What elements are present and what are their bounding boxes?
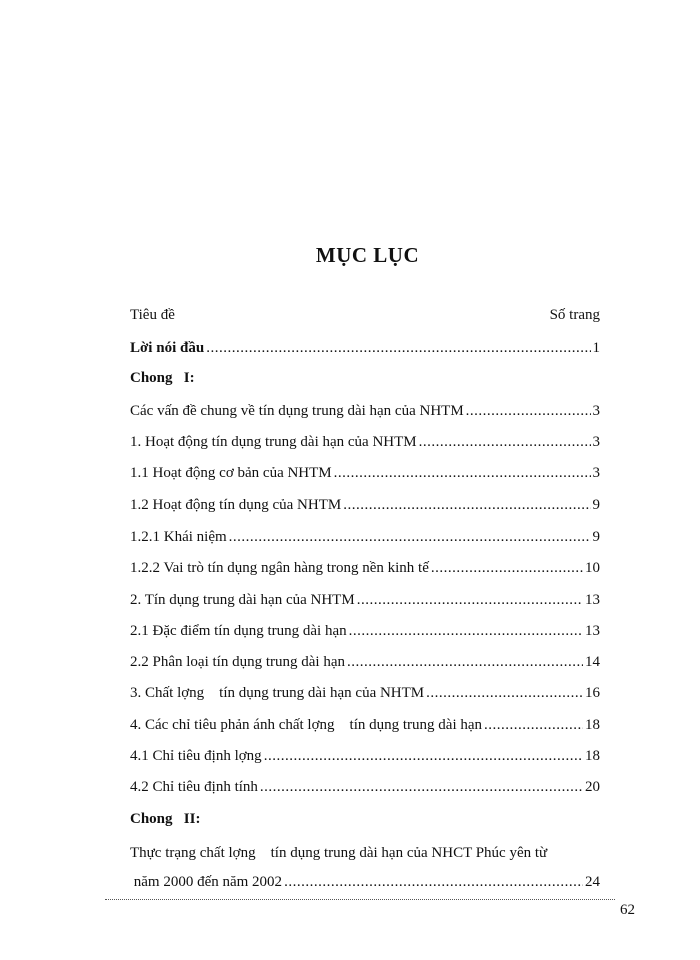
toc-entry-page: 9 <box>592 529 600 545</box>
toc-entry-page: 9 <box>592 497 600 513</box>
toc-entry[interactable] <box>130 779 600 799</box>
toc-entry-title: 3. Chất lợng tín dụng trung dài hạn của NHTM <box>130 685 425 701</box>
leader-dots <box>484 717 583 734</box>
toc-entry-title: 2.2 Phân loại tín dụng trung dài hạn <box>130 654 345 670</box>
toc-entry-title: 2. Tín dụng trung dài hạn của NHTM <box>130 592 355 608</box>
page-title: MỤC LỤC <box>315 243 420 267</box>
toc-entry-title: 4. Các chỉ tiêu phản ánh chất lợng tín dụng trung dài hạn <box>130 717 483 733</box>
leader-dots <box>284 874 583 891</box>
toc-entry-title: 2.1 Đặc điểm tín dụng trung dài hạn <box>130 623 347 639</box>
toc-entry-title: 1.2.2 Vai trò tín dụng ngân hàng trong nền kinh tế <box>130 560 429 576</box>
toc-entry-title: Các vấn đề chung về tín dụng trung dài hạn của NHTM <box>130 403 464 419</box>
leader-dots <box>431 560 583 577</box>
toc-entry[interactable] <box>130 623 600 643</box>
toc-entry[interactable] <box>130 592 600 612</box>
leader-dots <box>264 748 583 765</box>
toc-entry-title: năm 2000 đến năm 2002 <box>130 874 283 890</box>
toc-entry-page: 1 <box>592 340 600 356</box>
footer-divider <box>105 899 615 900</box>
toc-entry-page: 3 <box>592 403 600 419</box>
leader-dots <box>419 434 591 451</box>
toc-entry-title: 1. Hoạt động tín dụng trung dài hạn của NHTM <box>130 434 417 450</box>
toc-entry[interactable] <box>130 685 600 705</box>
toc-entry-preface[interactable] <box>130 340 600 360</box>
toc-entry[interactable] <box>130 560 600 580</box>
toc-entry-page: 16 <box>585 685 600 701</box>
toc-entry[interactable] <box>130 497 600 517</box>
toc-entry-page: 13 <box>585 623 600 639</box>
toc-entry-title: 1.2.1 Khái niệm <box>130 529 227 545</box>
column-header-page: Số trang <box>549 307 600 323</box>
toc-entry[interactable] <box>130 717 600 737</box>
leader-dots <box>357 592 583 609</box>
toc-entry-title-line1[interactable]: Thực trạng chất lợng tín dụng trung dài hạn của NHCT Phúc yên từ <box>130 845 548 861</box>
toc-entry-page: 20 <box>585 779 600 795</box>
toc-entry-title: 1.1 Hoạt động cơ bản của NHTM <box>130 465 332 481</box>
toc-entry[interactable] <box>130 403 600 423</box>
toc-entry-page: 14 <box>585 654 600 670</box>
chapter-heading: Chong I: <box>130 370 195 386</box>
toc-entry-page: 24 <box>585 874 600 890</box>
leader-dots <box>466 403 591 420</box>
toc-entry-title: 4.1 Chỉ tiêu định lợng <box>130 748 262 764</box>
leader-dots <box>347 654 583 671</box>
column-header-title: Tiêu đề <box>130 307 175 323</box>
toc-entry-page: 18 <box>585 748 600 764</box>
leader-dots <box>229 529 591 546</box>
toc-entry-title: 1.2 Hoạt động tín dụng của NHTM <box>130 497 342 513</box>
toc-entry-page: 3 <box>592 434 600 450</box>
chapter-heading: Chong II: <box>130 811 201 827</box>
leader-dots <box>206 340 590 357</box>
leader-dots <box>349 623 583 640</box>
leader-dots <box>334 465 591 482</box>
leader-dots <box>343 497 590 514</box>
toc-entry[interactable] <box>130 529 600 549</box>
toc-entry[interactable] <box>130 654 600 674</box>
toc-entry[interactable] <box>130 465 600 485</box>
toc-entry[interactable] <box>130 874 600 894</box>
toc-entry-page: 18 <box>585 717 600 733</box>
toc-entry-title: 4.2 Chỉ tiêu định tính <box>130 779 258 795</box>
toc-entry-page: 13 <box>585 592 600 608</box>
toc-entry-title: Lời nói đầu <box>130 340 205 356</box>
toc-entry[interactable] <box>130 434 600 454</box>
toc-entry-page: 3 <box>592 465 600 481</box>
toc-entry-page: 10 <box>585 560 600 576</box>
page-number: 62 <box>620 902 635 918</box>
leader-dots <box>426 685 583 702</box>
leader-dots <box>260 779 583 796</box>
toc-entry[interactable] <box>130 748 600 768</box>
